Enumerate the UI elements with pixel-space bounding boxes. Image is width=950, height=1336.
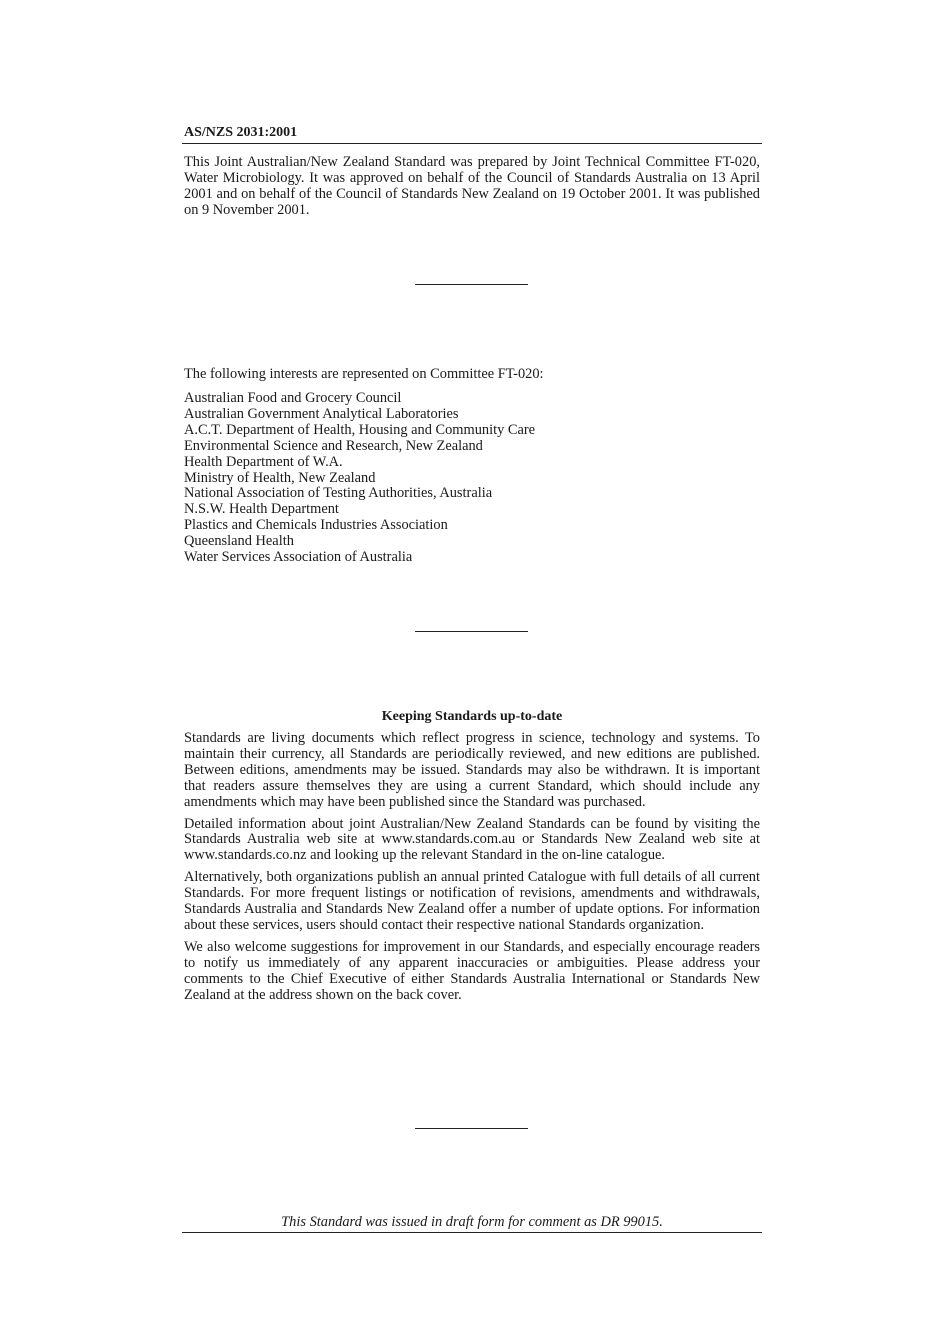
keeping-paragraph: Standards are living documents which reflect progress in science, technology and systems. To maintain their currency, all Standards are periodically reviewed, and new editions are published. Between editions, amendments may be issued. Standards may also be withdrawn. It is important that readers assure themselves they are using a current Standard, which should include any amendments which may have been published since the Standard was purchased. (184, 730, 760, 810)
list-item: Health Department of W.A. (184, 453, 343, 470)
interests-heading: The following interests are represented on Committee FT-020: (184, 366, 544, 382)
keeping-paragraph: Alternatively, both organizations publish an annual printed Catalogue with full details of all current Standards. For more frequent listings or notification of revisions, amendments and withdrawals, Standards Australia and Standards New Zealand offer a number of update options. For information about these services, users should contact their respective national Standards organization. (184, 869, 760, 933)
list-item: Ministry of Health, New Zealand (184, 469, 376, 486)
list-item: Plastics and Chemicals Industries Association (184, 517, 448, 534)
intro-paragraph: This Joint Australian/New Zealand Standard was prepared by Joint Technical Committee FT-020, Water Microbiology. It was approved on behalf of the Council of Standards Australia on 13 April 2001 and on behalf of the Council of Standards New Zealand on 19 October 2001. It was published on 9 November 2001. (184, 154, 760, 218)
interests-list (184, 391, 760, 566)
list-item: Water Services Association of Australia (184, 549, 413, 566)
keeping-paragraph: Detailed information about joint Australian/New Zealand Standards can be found by visiting the Standards Australia web site at www.standards.com.au or Standards New Zealand web site at www.standards.co.nz and looking up the relevant Standard in the on-line catalogue. (184, 815, 760, 864)
footer-note: This Standard was issued in draft form for comment as DR 99015. (281, 1214, 663, 1230)
list-item: National Association of Testing Authorities, Australia (184, 485, 493, 502)
section-separator (415, 631, 528, 632)
list-item: A.C.T. Department of Health, Housing and Community Care (184, 421, 536, 438)
header-rule (182, 143, 762, 144)
list-item: Australian Government Analytical Laboratories (184, 405, 459, 422)
keeping-title: Keeping Standards up-to-date (381, 709, 563, 724)
footer-rule (182, 1232, 762, 1233)
section-separator (415, 1128, 528, 1129)
section-separator (415, 284, 528, 285)
keeping-paragraph: We also welcome suggestions for improvement in our Standards, and especially encourage readers to notify us immediately of any apparent inaccuracies or ambiguities. Please address your comments to the Chief Executive of either Standards Australia International or Standards New Zealand at the address shown on the back cover. (184, 938, 760, 1003)
list-item: Australian Food and Grocery Council (184, 390, 402, 406)
standard-code: AS/NZS 2031:2001 (184, 125, 298, 140)
list-item: N.S.W. Health Department (184, 501, 339, 518)
list-item: Environmental Science and Research, New Zealand (184, 437, 483, 454)
interests-heading-wrap (184, 366, 760, 382)
list-item: Queensland Health (184, 533, 294, 550)
intro-section (184, 154, 760, 218)
keeping-section (184, 731, 760, 1004)
